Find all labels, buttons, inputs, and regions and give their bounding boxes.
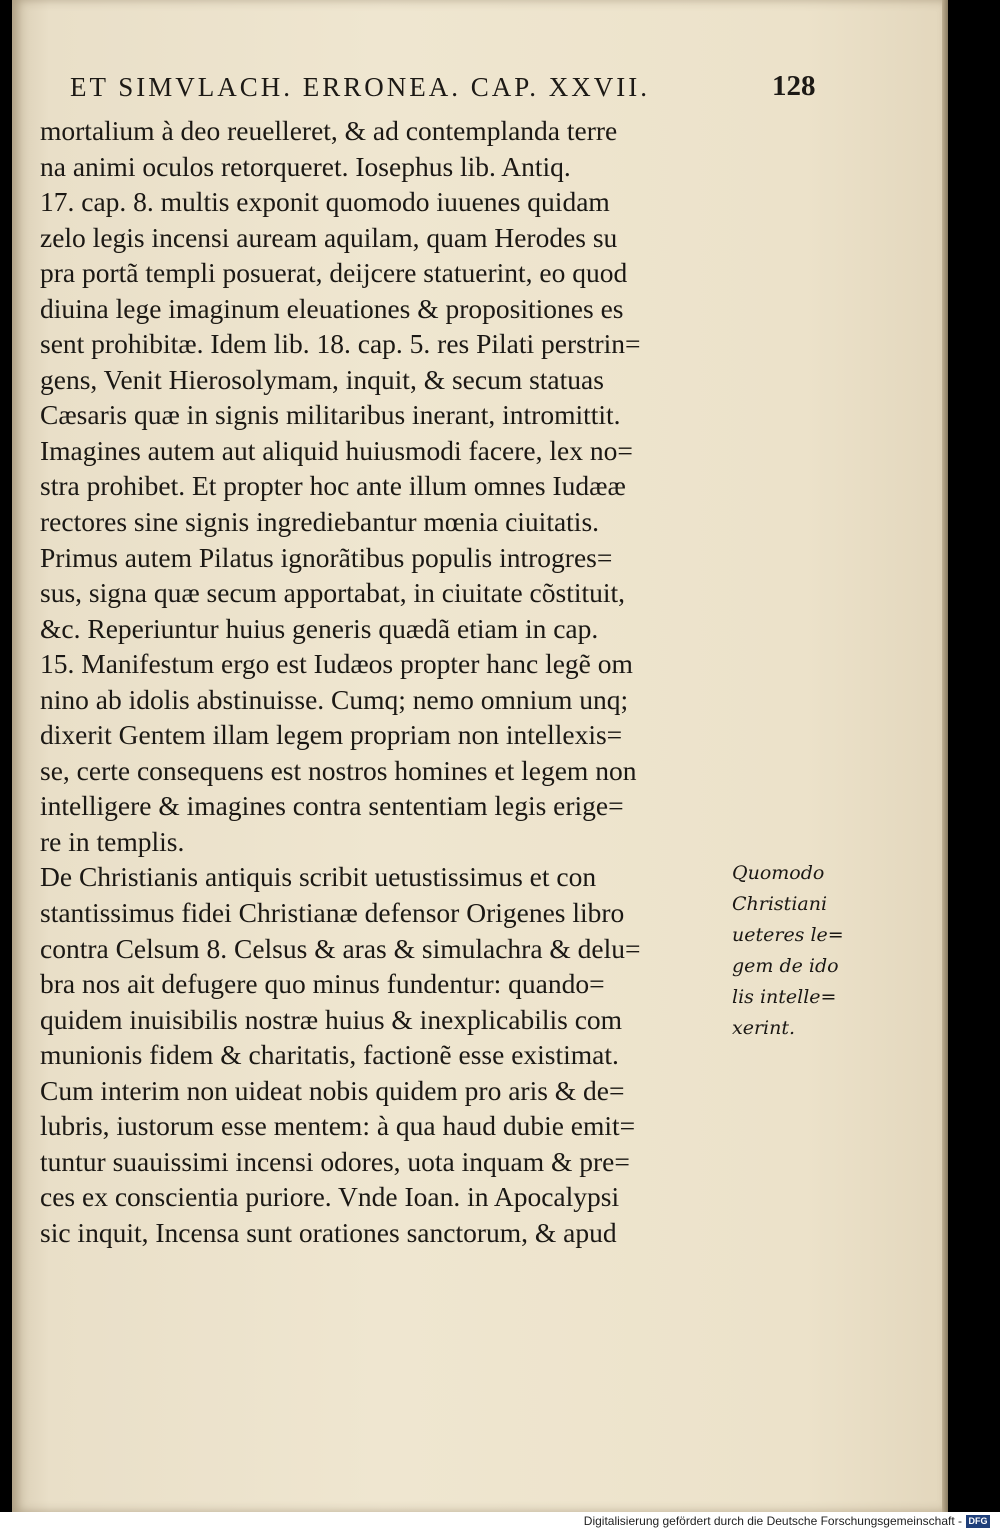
text-line: lubris, iustorum esse mentem: à qua haud dubie emit= — [40, 1110, 636, 1142]
text-line: &c. Reperiuntur huius generis quædã etiam in cap. — [40, 612, 599, 644]
page-edge — [942, 0, 948, 1512]
marginal-note-line: ueteres le= — [732, 924, 844, 946]
text-line: rectores sine signis ingrediebantur mœnia ciuitatis. — [40, 506, 600, 538]
text-line: se, certe consequens est nostros homines et legem non — [40, 754, 637, 786]
text-line: contra Celsum 8. Celsus & aras & simulachra & delu= — [40, 932, 641, 964]
text-line: Primus autem Pilatus ignorãtibus populis introgres= — [40, 541, 613, 573]
page-number: 128 — [772, 70, 816, 102]
text-line: zelo legis incensi auream aquilam, quam Herodes su — [40, 221, 618, 253]
text-line: gens, Venit Hierosolymam, inquit, & secum statuas — [40, 363, 604, 395]
marginal-note-line: lis intelle= — [732, 986, 837, 1008]
main-text-block — [40, 113, 730, 1251]
text-line: intelligere & imagines contra sententiam legis erige= — [40, 790, 624, 822]
marginal-note-line: Christiani — [732, 893, 828, 915]
marginal-note — [732, 858, 842, 1044]
text-line: stra prohibet. Et propter hoc ante illum omnes Iudææ — [40, 470, 626, 502]
text-line: sus, signa quæ secum apportabat, in ciuitate cõstituit, — [40, 577, 626, 609]
text-line: mortalium à deo reuelleret, & ad contemplanda terre — [40, 115, 618, 146]
text-line: ces ex conscientia puriore. Vnde Ioan. in Apocalypsi — [40, 1181, 620, 1213]
text-line: dixerit Gentem illam legem propriam non intellexis= — [40, 719, 623, 751]
text-line: Cum interim non uideat nobis quidem pro aris & de= — [40, 1074, 625, 1106]
funding-credit: Digitalisierung gefördert durch die Deutsche Forschungsgemeinschaft - — [583, 1514, 962, 1528]
text-line: re in templis. — [40, 825, 185, 857]
text-line: De Christianis antiquis scribit uetustissimus et con — [40, 861, 597, 893]
digitization-footer — [0, 1512, 1000, 1532]
running-title: ET SIMVLACH. ERRONEA. CAP. XXVII. — [70, 72, 651, 102]
text-line: quidem inuisibilis nostræ huius & inexplicabilis com — [40, 1003, 623, 1035]
text-line: nino ab idolis abstinuisse. Cumq; nemo omnium unq; — [40, 683, 629, 715]
text-line: 15. Manifestum ergo est Iudæos propter hanc legẽ om — [40, 648, 633, 680]
text-line: munionis fidem & charitatis, factionẽ esse existimat. — [40, 1039, 619, 1071]
text-line: Cæsaris quæ in signis militaribus inerant, intromittit. — [40, 399, 621, 431]
text-line: bra nos ait defugere quo minus fundentur: quando= — [40, 968, 605, 1000]
text-line: stantissimus fidei Christianæ defensor Origenes libro — [40, 897, 625, 929]
text-line: sent prohibitæ. Idem lib. 18. cap. 5. res Pilati perstrin= — [40, 328, 641, 360]
text-line: tuntur suauissimi incensi odores, uota inquam & pre= — [40, 1145, 630, 1177]
text-line: sic inquit, Incensa sunt orationes sanctorum, & apud — [40, 1216, 617, 1248]
text-line: 17. cap. 8. multis exponit quomodo iuuenes quidam — [40, 186, 610, 218]
text-line: diuina lege imaginum eleuationes & propositiones es — [40, 292, 624, 324]
dfg-logo: DFG — [966, 1515, 990, 1528]
book-page — [12, 0, 942, 1512]
marginal-note-line: xerint. — [732, 1017, 796, 1039]
text-line: pra portã templi posuerat, deijcere statuerint, eo quod — [40, 257, 628, 289]
text-line: Imagines autem aut aliquid huiusmodi facere, lex no= — [40, 434, 633, 466]
marginal-note-line: gem de ido — [732, 955, 839, 977]
marginal-note-line: Quomodo — [732, 862, 825, 884]
text-line: na animi oculos retorqueret. Iosephus lib. Antiq. — [40, 150, 571, 182]
